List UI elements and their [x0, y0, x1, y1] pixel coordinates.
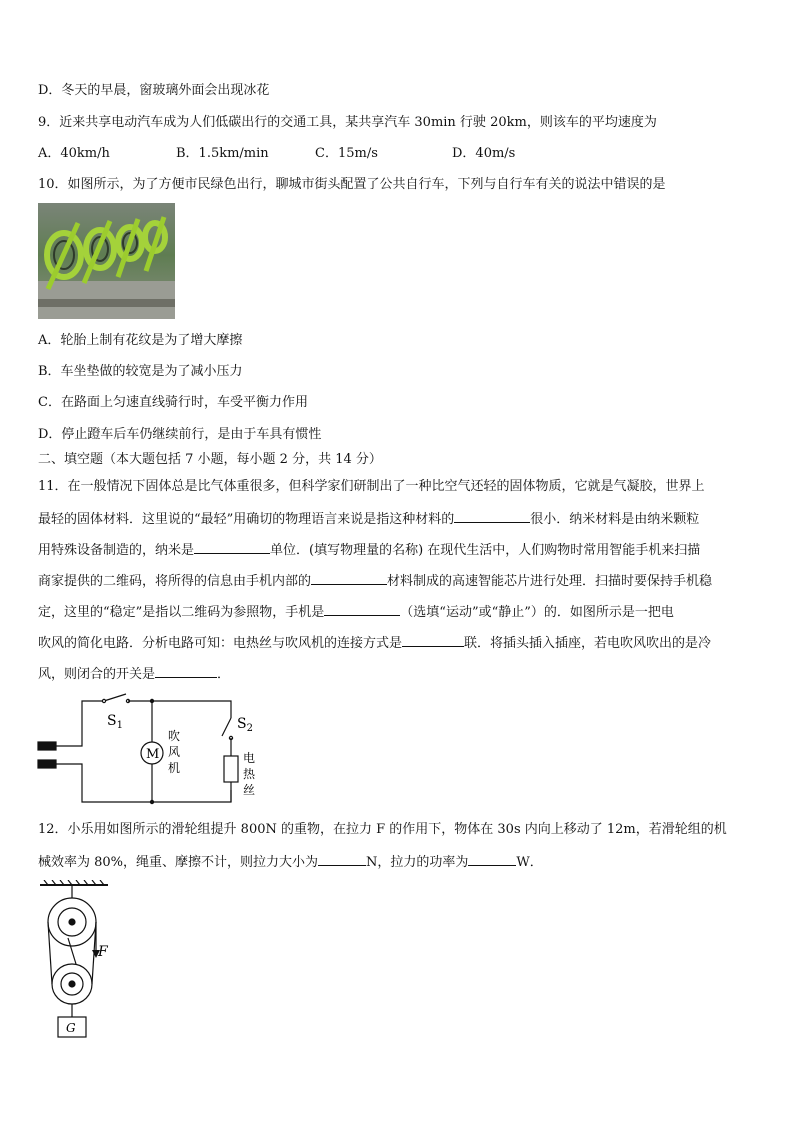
s2-label: $S_2$	[237, 716, 253, 734]
bicycle-photo	[38, 203, 175, 319]
q11-line-7	[38, 664, 230, 684]
q11-line-2	[38, 509, 699, 529]
answer-blank[interactable]	[194, 540, 270, 554]
answer-blank[interactable]	[311, 571, 387, 585]
q10-stem: 10．如图所示，为了方便市民绿色出行，聊城市街头配置了公共自行车，下列与自行车有关的说法中错误的是	[38, 177, 666, 192]
answer-blank[interactable]	[402, 633, 464, 647]
answer-blank[interactable]	[454, 509, 530, 523]
q10-option-c: C．在路面上匀速直线骑行时，车受平衡力作用	[38, 395, 308, 410]
q11-text: 用特殊设备制造的，纳米是	[38, 543, 195, 558]
q12-text: W．	[516, 855, 543, 870]
answer-blank[interactable]	[324, 602, 400, 616]
heater-label-3: 丝	[243, 783, 256, 797]
section-heading: 二、填空题（本大题包括 7 小题，每小题 2 分，共 14 分）	[38, 452, 382, 467]
answer-blank[interactable]	[155, 664, 217, 678]
q10-option-a: A．轮胎上制有花纹是为了增大摩擦	[38, 333, 243, 348]
q8-option-d: D．冬天的早晨，窗玻璃外面会出现冰花	[38, 83, 270, 98]
s1-label: $S_1$	[107, 713, 123, 731]
q11-text: 定，这里的“稳定”是指以二维码为参照物，手机是	[38, 605, 325, 620]
q9-stem: 9．近来共享电动汽车成为人们低碳出行的交通工具，某共享汽车 30min 行驶 20km，则该车的平均速度为	[38, 115, 657, 130]
q12-line-1: 12．小乐用如图所示的滑轮组提升 800N 的重物，在拉力 F 的作用下，物体在 30s 内向上移动了 12m，若滑轮组的机	[38, 822, 727, 837]
q11-text: 很小．纳米材料是由纳米颗粒	[530, 512, 700, 527]
q9-option-a: A．40km/h	[38, 146, 110, 161]
motor-label-1: 吹	[168, 729, 181, 743]
q11-line-1: 11．在一般情况下固体总是比气体重很多，但科学家们研制出了一种比空气还轻的固体物质，它就是气凝胶，世界上	[38, 479, 705, 494]
q11-line-3	[38, 540, 700, 560]
answer-blank[interactable]	[318, 852, 366, 866]
motor-label-2: 风	[168, 745, 181, 759]
q11-line-4	[38, 571, 712, 591]
heater-label-1: 电	[243, 751, 256, 765]
q10-option-d: D．停止蹬车后车仍继续前行，是由于车具有惯性	[38, 427, 322, 442]
q9-option-c: C．15m/s	[315, 146, 378, 161]
q11-text: 单位．(填写物理量的名称) 在现代生活中，人们购物时常用智能手机来扫描	[270, 543, 701, 558]
q11-line-5	[38, 602, 674, 622]
force-label: F	[98, 944, 108, 960]
answer-blank[interactable]	[468, 852, 516, 866]
q11-text: 商家提供的二维码，将所得的信息由手机内部的	[38, 574, 312, 589]
weight-label: G	[66, 1021, 76, 1035]
q11-text: ．	[217, 667, 231, 682]
pulley-diagram	[38, 880, 118, 1040]
heater-label-2: 热	[243, 767, 256, 781]
q11-line-6	[38, 633, 711, 653]
q11-text: （选填“运动”或“静止”）的．如图所示是一把电	[400, 605, 674, 620]
q9-option-b: B．1.5km/min	[176, 146, 269, 161]
q11-text: 吹风的简化电路．分析电路可知：电热丝与吹风机的连接方式是	[38, 636, 403, 651]
motor-symbol: M	[146, 747, 160, 762]
q11-text: 风，则闭合的开关是	[38, 667, 156, 682]
motor-label-3: 机	[168, 761, 181, 775]
q10-option-b: B．车坐垫做的较宽是为了减小压力	[38, 364, 243, 379]
circuit-diagram	[36, 690, 286, 810]
q11-text: 联．将插头插入插座，若电吹风吹出的是冷	[464, 636, 712, 651]
q9-option-d: D．40m/s	[452, 146, 516, 161]
q12-line-2	[38, 852, 543, 872]
q12-text: N，拉力的功率为	[366, 855, 469, 870]
q11-text: 最轻的固体材料．这里说的“最轻”用确切的物理语言来说是指这种材料的	[38, 512, 455, 527]
q12-text: 械效率为 80%，绳重、摩擦不计，则拉力大小为	[38, 855, 319, 870]
q11-text: 材料制成的高速智能芯片进行处理．扫描时要保持手机稳	[387, 574, 713, 589]
